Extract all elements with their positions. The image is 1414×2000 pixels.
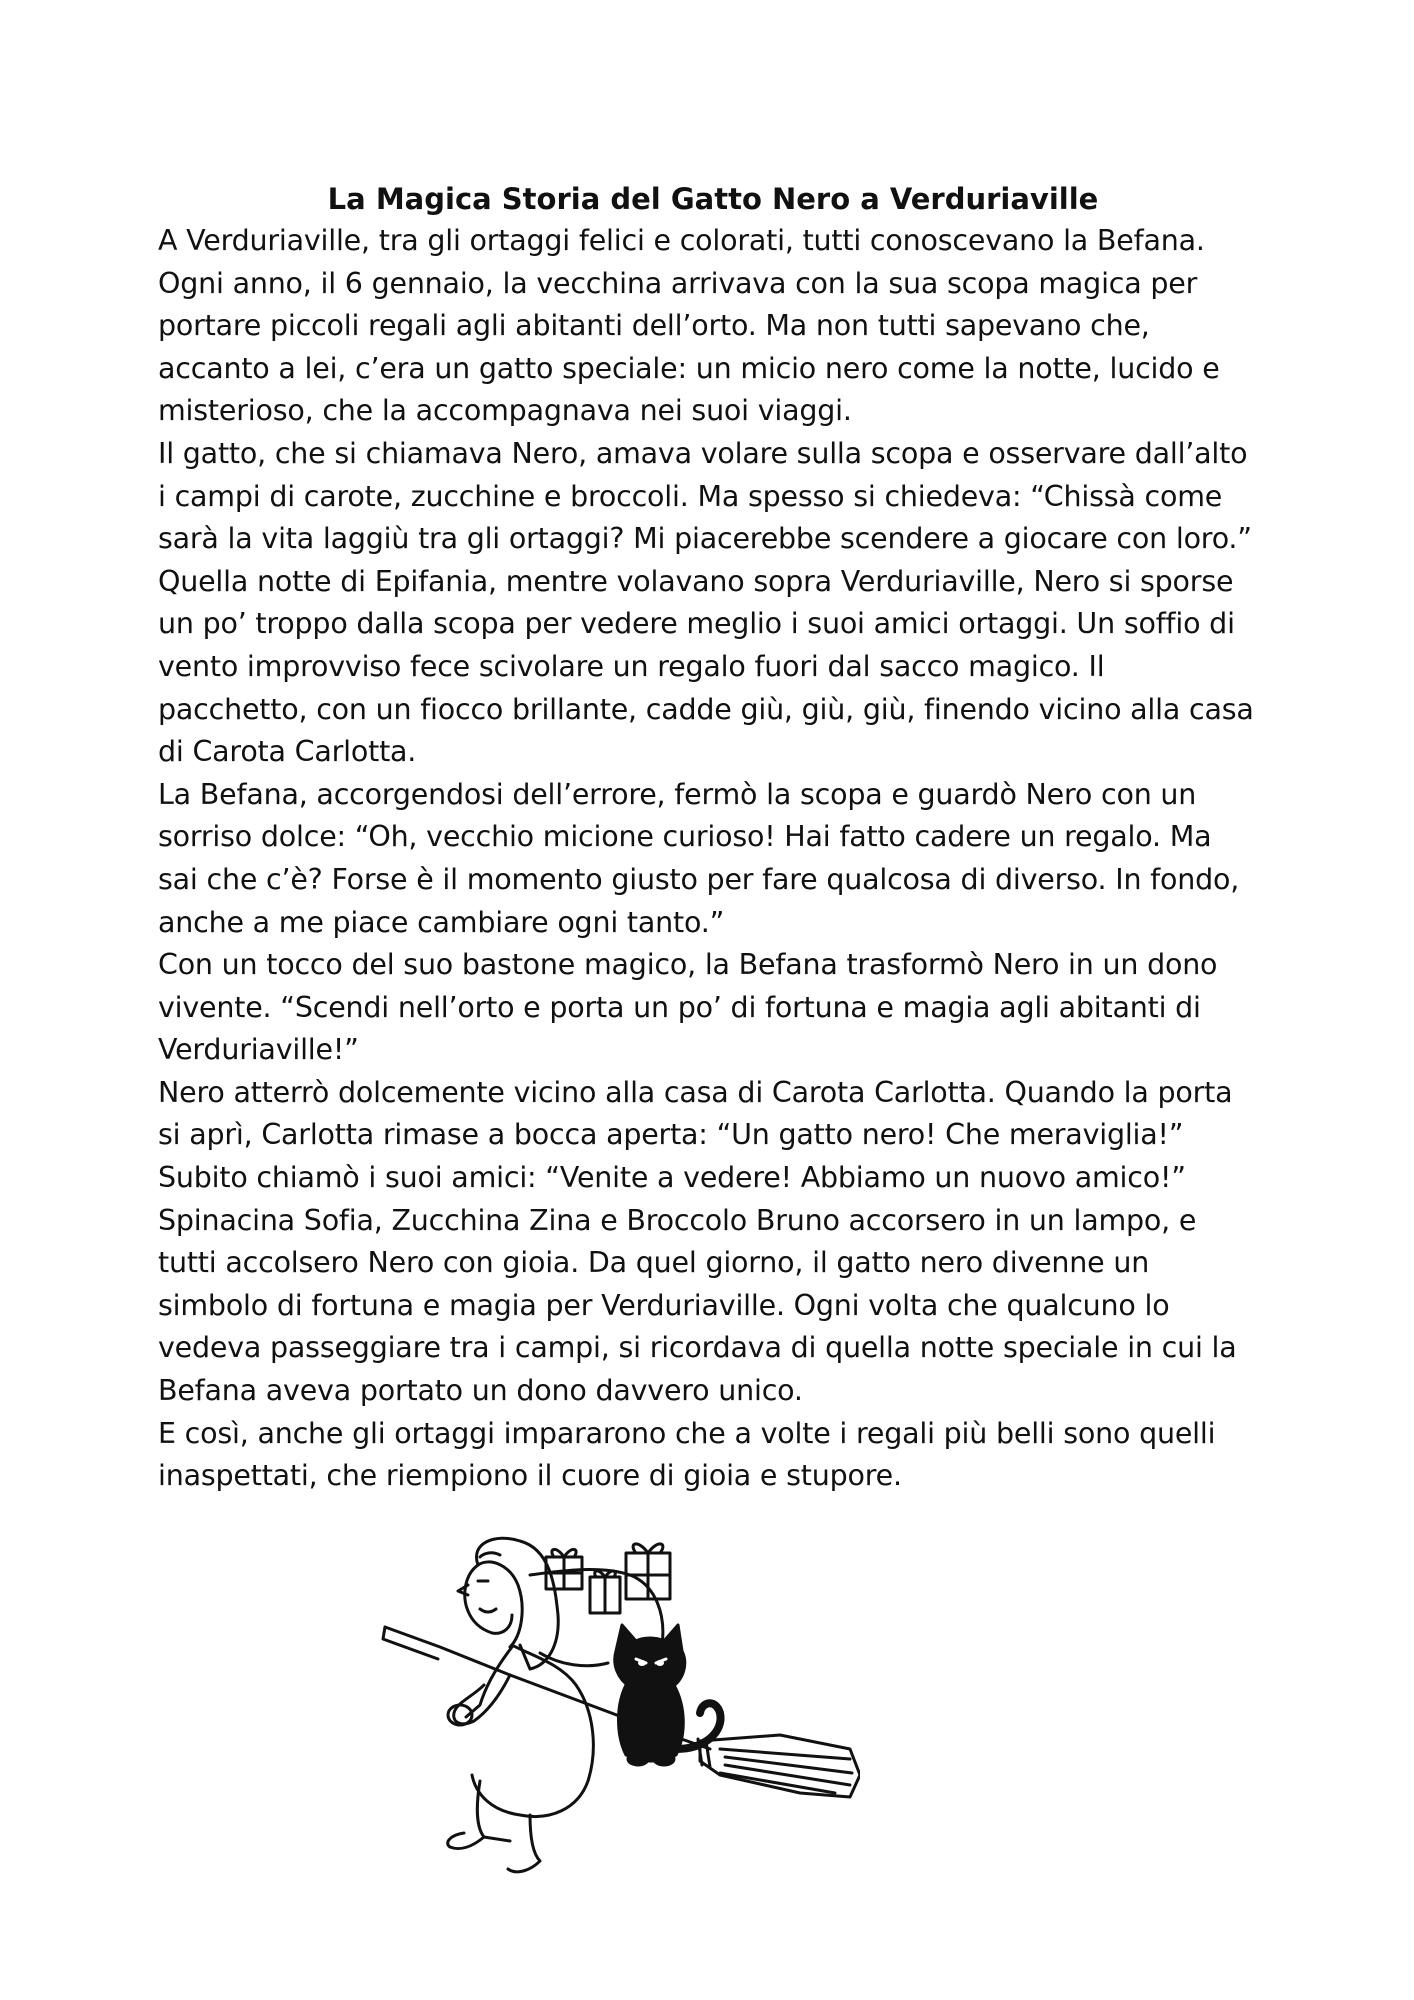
- story-line: Befana aveva portato un dono davvero unico.: [158, 1374, 803, 1408]
- story-line: simbolo di fortuna e magia per Verduriaville. Ogni volta che qualcuno lo: [158, 1288, 1170, 1322]
- story-line: La Befana, accorgendosi dell’errore, fermò la scopa e guardò Nero con un: [158, 777, 1197, 811]
- story-line: pacchetto, con un fiocco brillante, cadde giù, giù, giù, finendo vicino alla casa: [158, 692, 1254, 726]
- story-line: A Verduriaville, tra gli ortaggi felici e colorati, tutti conoscevano la Befana.: [158, 224, 1205, 257]
- story-line: vento improvviso fece scivolare un regalo fuori dal sacco magico. Il: [158, 649, 1105, 683]
- befana-on-broom-with-black-cat-icon: [380, 1535, 860, 1915]
- story-line: portare piccoli regali agli abitanti dell’orto. Ma non tutti sapevano che,: [158, 309, 1150, 343]
- story-line: Subito chiamò i suoi amici: “Venite a vedere! Abbiamo un nuovo amico!”: [158, 1161, 1186, 1195]
- story-line: di Carota Carlotta.: [158, 735, 417, 769]
- black-cat-icon: [615, 1625, 721, 1765]
- story-line: si aprì, Carlotta rimase a bocca aperta: “Un gatto nero! Che meraviglia!”: [158, 1118, 1184, 1152]
- story-line: Nero atterrò dolcemente vicino alla casa di Carota Carlotta. Quando la porta: [158, 1075, 1233, 1109]
- story-line: Quella notte di Epifania, mentre volavano sopra Verduriaville, Nero si sporse: [158, 564, 1234, 598]
- story-line: accanto a lei, c’era un gatto speciale: un micio nero come la notte, lucido e: [158, 351, 1220, 385]
- story-line: misterioso, che la accompagnava nei suoi viaggi.: [158, 394, 852, 428]
- story-line: Con un tocco del suo bastone magico, la Befana trasformò Nero in un dono: [158, 948, 1218, 982]
- story-line: Verduriaville!”: [158, 1033, 359, 1067]
- story-line: sai che c’è? Forse è il momento giusto per fare qualcosa di diverso. In fondo,: [158, 862, 1240, 896]
- story-title: La Magica Storia del Gatto Nero a Verduriaville: [327, 182, 1099, 216]
- story-line: vedeva passeggiare tra i campi, si ricordava di quella notte speciale in cui la: [158, 1331, 1237, 1365]
- story-line: Il gatto, che si chiamava Nero, amava volare sulla scopa e osservare dall’alto: [158, 436, 1248, 470]
- story-line: vivente. “Scendi nell’orto e porta un po’ di fortuna e magia agli abitanti di: [158, 990, 1201, 1024]
- story-text: [158, 178, 1268, 1498]
- story-line: tutti accolsero Nero con gioia. Da quel giorno, il gatto nero divenne un: [158, 1246, 1150, 1280]
- story-line: anche a me piace cambiare ogni tanto.”: [158, 905, 725, 939]
- befana-face: [465, 1565, 512, 1633]
- story-line: sarà la vita laggiù tra gli ortaggi? Mi piacerebbe scendere a giocare con loro.”: [158, 522, 1252, 556]
- befana-body: [472, 1645, 593, 1817]
- story-body: [158, 220, 1268, 1498]
- story-line: un po’ troppo dalla scopa per vedere meglio i suoi amici ortaggi. Un soffio di: [158, 607, 1235, 641]
- story-line: i campi di carote, zucchine e broccoli. Ma spesso si chiedeva: “Chissà come: [158, 479, 1223, 513]
- story-line: inaspettati, che riempiono il cuore di gioia e stupore.: [158, 1459, 902, 1493]
- story-line: sorriso dolce: “Oh, vecchio micione curioso! Hai fatto cadere un regalo. Ma: [158, 820, 1212, 854]
- story-line: Ogni anno, il 6 gennaio, la vecchina arrivava con la sua scopa magica per: [158, 266, 1198, 300]
- story-line: E così, anche gli ortaggi impararono che a volte i regali più belli sono quelli: [158, 1416, 1216, 1450]
- story-line: Spinacina Sofia, Zucchina Zina e Broccolo Bruno accorsero in un lampo, e: [158, 1203, 1197, 1237]
